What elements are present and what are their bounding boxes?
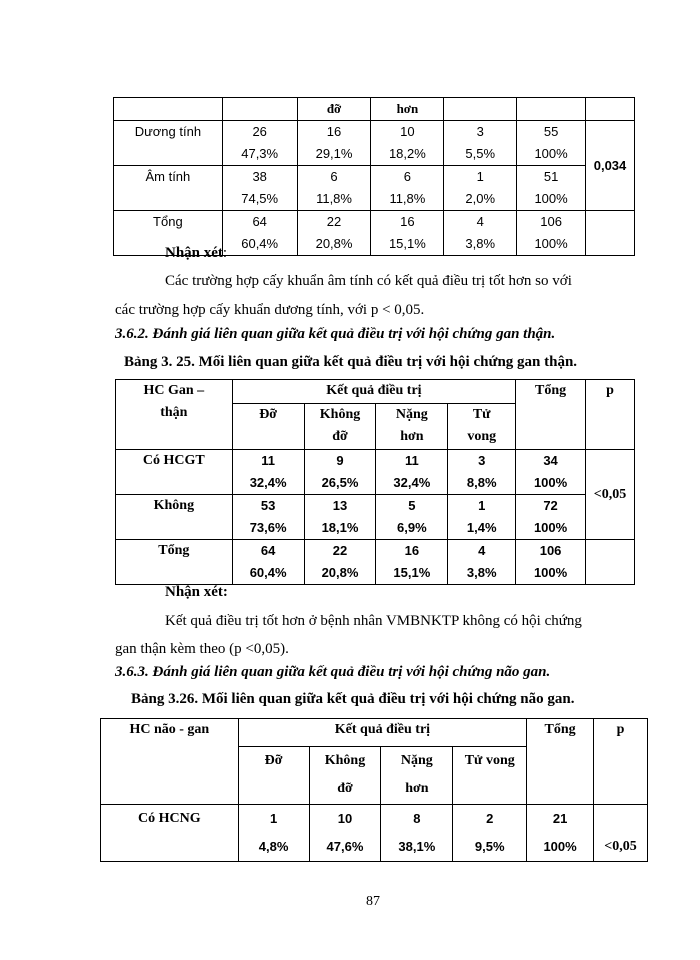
table-hepatorenal-syndrome (115, 379, 635, 585)
p-value-cell: <0,05 (594, 805, 648, 862)
remark-1-title: Nhận xét: (165, 245, 228, 261)
data-cell: 1 1,4% (448, 495, 516, 540)
table-row (116, 450, 635, 495)
total-header-cell: Tổng (516, 380, 586, 450)
page-number: 87 (366, 894, 380, 909)
group-header-cell: Kết quả điều trị (232, 380, 515, 404)
table-row (101, 805, 648, 862)
remark-1-line-2: các trường hợp cấy khuẩn dương tính, với p < 0,05. (115, 302, 425, 318)
subheader-cell: Đỡ (232, 404, 304, 450)
data-cell: 4 3,8% (448, 540, 516, 585)
data-cell: 11 32,4% (376, 450, 448, 495)
data-cell: 6 11,8% (297, 166, 371, 211)
row-label: Có HCNG (101, 805, 239, 862)
subheader-cell: Nặng hơn (381, 747, 453, 805)
subheader-cell: Nặng hơn (376, 404, 448, 450)
data-cell: 64 60,4% (232, 540, 304, 585)
table-culture-result (113, 97, 635, 256)
data-cell: 16 15,1% (371, 211, 444, 256)
data-cell: 11 32,4% (232, 450, 304, 495)
data-cell: 1 2,0% (444, 166, 517, 211)
total-header-cell: Tổng (527, 719, 594, 805)
p-header-cell: p (586, 380, 635, 450)
data-cell: 3 5,5% (444, 121, 517, 166)
data-cell: 26 47,3% (222, 121, 297, 166)
data-cell: 22 20,8% (297, 211, 371, 256)
row-label: Âm tính (114, 166, 223, 211)
data-cell: 38 74,5% (222, 166, 297, 211)
subheader-cell: Tử vong (453, 747, 527, 805)
table-hepatic-encephalopathy (100, 718, 648, 862)
data-cell: 6 11,8% (371, 166, 444, 211)
row-label: Không (116, 495, 233, 540)
p-value-cell: <0,05 (586, 450, 635, 540)
header-cell: đỡ (297, 98, 371, 121)
table-header-row (116, 380, 635, 404)
row-label: Dương tính (114, 121, 223, 166)
data-cell: 13 18,1% (304, 495, 376, 540)
table-header-row (114, 98, 635, 121)
row-header-cell: HC Gan – thận (116, 380, 233, 450)
data-cell: 51 100% (517, 166, 586, 211)
data-cell: 72 100% (516, 495, 586, 540)
group-header-cell: Kết quả điều trị (238, 719, 526, 747)
row-label: Tổng (114, 211, 223, 256)
header-cell: hơn (371, 98, 444, 121)
data-cell: 106 100% (516, 540, 586, 585)
row-header-cell: HC não - gan (101, 719, 239, 805)
data-cell: 1 4,8% (238, 805, 309, 862)
data-cell: 64 60,4% (222, 211, 297, 256)
row-label: Tổng (116, 540, 233, 585)
table-3-caption: Bảng 3.26. Mối liên quan giữa kết quả điều trị với hội chứng não gan. (131, 691, 575, 707)
table-header-row (101, 719, 648, 747)
remark-2-title: Nhận xét: (165, 584, 228, 600)
data-cell: 3 8,8% (448, 450, 516, 495)
data-cell: 10 47,6% (309, 805, 381, 862)
row-label: Có HCGT (116, 450, 233, 495)
table-row (114, 121, 635, 166)
table-2-caption: Bảng 3. 25. Mối liên quan giữa kết quả điều trị với hội chứng gan thận. (124, 354, 578, 370)
p-header-cell: p (594, 719, 648, 805)
data-cell: 4 3,8% (444, 211, 517, 256)
data-cell: 10 18,2% (371, 121, 444, 166)
header-cell (222, 98, 297, 121)
header-cell (517, 98, 586, 121)
data-cell: 16 15,1% (376, 540, 448, 585)
data-cell: 21 100% (527, 805, 594, 862)
data-cell: 9 26,5% (304, 450, 376, 495)
remark-1-line-1: Các trường hợp cấy khuẩn âm tính có kết quả điều trị tốt hơn so với (165, 273, 572, 289)
table-row (116, 495, 635, 540)
section-heading-3-6-2: 3.6.2. Đánh giá liên quan giữa kết quả điều trị với hội chứng gan thận. (115, 326, 556, 342)
table-row (114, 166, 635, 211)
data-cell: 5 6,9% (376, 495, 448, 540)
subheader-cell: Không đỡ (309, 747, 381, 805)
data-cell: 106 100% (517, 211, 586, 256)
remark-2-line-2: gan thận kèm theo (p <0,05). (115, 641, 289, 657)
data-cell: 22 20,8% (304, 540, 376, 585)
data-cell: 34 100% (516, 450, 586, 495)
data-cell: 8 38,1% (381, 805, 453, 862)
data-cell: 16 29,1% (297, 121, 371, 166)
subheader-cell: Không đỡ (304, 404, 376, 450)
remark-2-line-1: Kết quả điều trị tốt hơn ở bệnh nhân VMBNKTP không có hội chứng (165, 613, 582, 629)
data-cell: 53 73,6% (232, 495, 304, 540)
data-cell: 2 9,5% (453, 805, 527, 862)
data-cell: 55 100% (517, 121, 586, 166)
header-cell (444, 98, 517, 121)
subheader-cell: Tử vong (448, 404, 516, 450)
header-cell (114, 98, 223, 121)
p-value-cell: 0,034 (586, 121, 635, 211)
subheader-cell: Đỡ (238, 747, 309, 805)
section-heading-3-6-3: 3.6.3. Đánh giá liên quan giữa kết quả điều trị với hội chứng não gan. (115, 664, 551, 680)
